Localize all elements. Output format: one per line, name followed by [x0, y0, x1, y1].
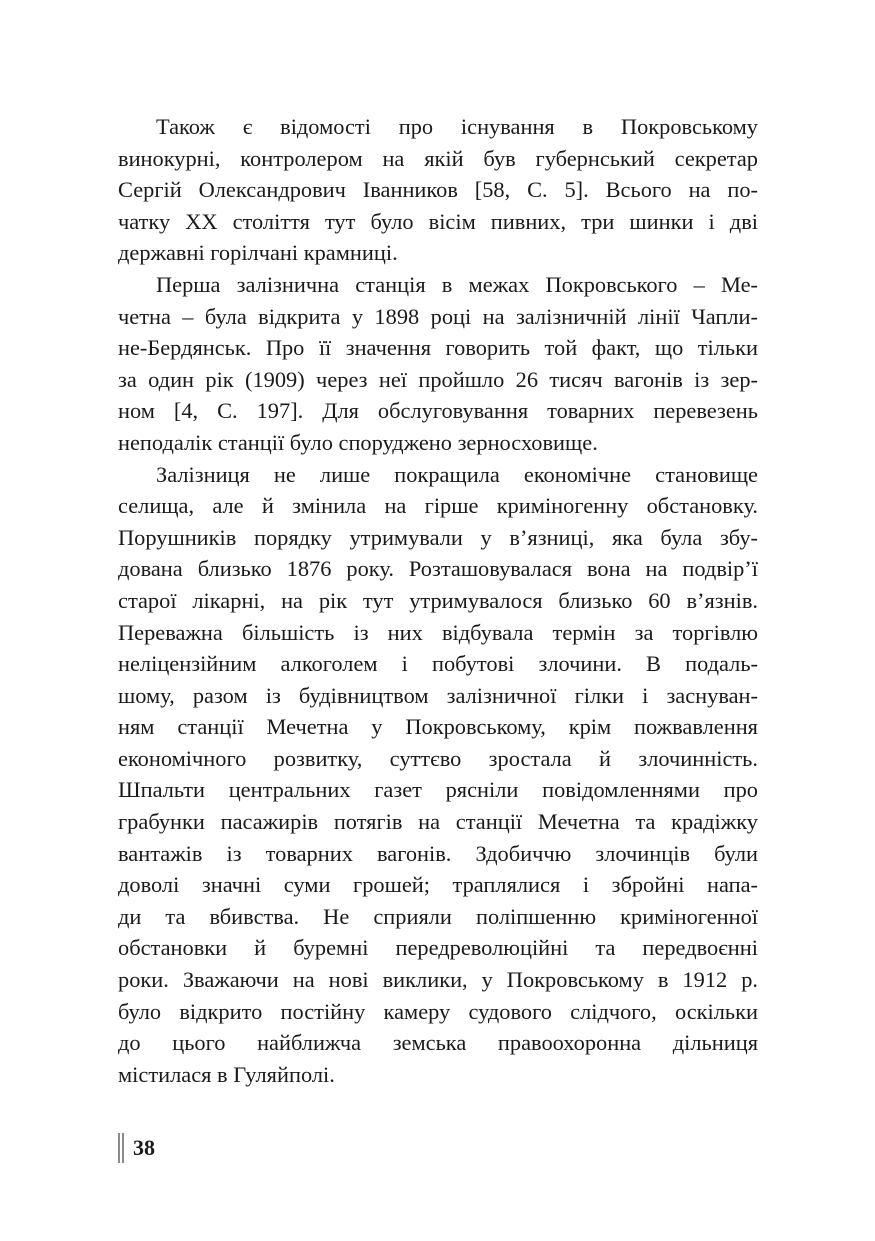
- text-line: економічного розвитку, суттєво зростала й злочинність.: [118, 745, 758, 771]
- text-line: ди та вбивства. Не сприяли поліпшенню криміногенної: [118, 903, 758, 929]
- text-line: державні горілчані крамниці.: [118, 240, 398, 266]
- paragraph-railway-station: [118, 269, 758, 459]
- page-number: 38: [133, 1135, 155, 1160]
- text-line: Також є відомості про існування в Покровському: [156, 114, 758, 139]
- body-text: [118, 111, 758, 1090]
- text-line: доволі значні суми грошей; траплялися і збройні напа-: [118, 872, 758, 898]
- text-line: чатку ХХ століття тут було вісім пивних, три шинки і дві: [118, 208, 758, 234]
- folio-rule: [122, 1133, 124, 1163]
- text-line: до цього найближча земська правоохоронна дільниця: [118, 1030, 758, 1056]
- text-line: Переважна більшість із них відбувала термін за торгівлю: [118, 619, 758, 645]
- text-line: Сергій Олександрович Іванников [58, С. 5]. Всього на по-: [118, 177, 758, 203]
- text-line: ням станції Мечетна у Покровському, крім пожвавлення: [118, 714, 758, 740]
- folio-rule: [118, 1133, 120, 1163]
- text-line: селища, але й змінила на гірше криміногенну обстановку.: [118, 493, 758, 519]
- text-line: Шпальти центральних газет рясніли повідомленнями про: [118, 777, 758, 803]
- text-line: Порушників порядку утримували у в’язниці, яка була збу-: [118, 524, 758, 550]
- text-line: вантажів із товарних вагонів. Здобиччю злочинців були: [118, 840, 758, 866]
- text-line: неліцензійним алкоголем і побутові злочини. В подаль-: [118, 651, 758, 677]
- paragraph-winery: [118, 111, 758, 269]
- text-line: грабунки пасажирів потягів на станції Мечетна та крадіжку: [118, 809, 758, 835]
- text-line: винокурні, контролером на якій був губернський секретар: [118, 145, 758, 171]
- paragraph-crime: [118, 459, 758, 1091]
- text-line: містилася в Гуляйполі.: [118, 1061, 335, 1087]
- text-line: старої лікарні, на рік тут утримувалося близько 60 в’язнів.: [118, 587, 758, 613]
- text-line: дована близько 1876 року. Розташовувалася вона на подвір’ї: [118, 556, 758, 582]
- text-line: обстановки й буремні передреволюційні та передвоєнні: [118, 935, 758, 961]
- text-line: четна – була відкрита у 1898 році на залізничній лінії Чапли-: [118, 303, 758, 329]
- text-line: ном [4, С. 197]. Для обслуговування товарних перевезень: [118, 398, 758, 424]
- text-line: за один рік (1909) через неї пройшло 26 тисяч вагонів із зер-: [118, 366, 758, 392]
- text-line: Перша залізнична станція в межах Покровського – Ме-: [156, 271, 758, 297]
- text-line: неподалік станції було споруджено зерносховище.: [118, 429, 598, 455]
- text-line: не-Бердянськ. Про її значення говорить той факт, що тільки: [118, 335, 758, 361]
- text-line: шому, разом із будівництвом залізничної гілки і заснуван-: [118, 682, 758, 708]
- text-line: Залізниця не лише покращила економічне становище: [156, 461, 758, 487]
- text-line: роки. Зважаючи на нові виклики, у Покровському в 1912 р.: [118, 967, 758, 993]
- text-line: було відкрито постійну камеру судового слідчого, оскільки: [118, 998, 758, 1024]
- page-footer: [118, 1131, 155, 1165]
